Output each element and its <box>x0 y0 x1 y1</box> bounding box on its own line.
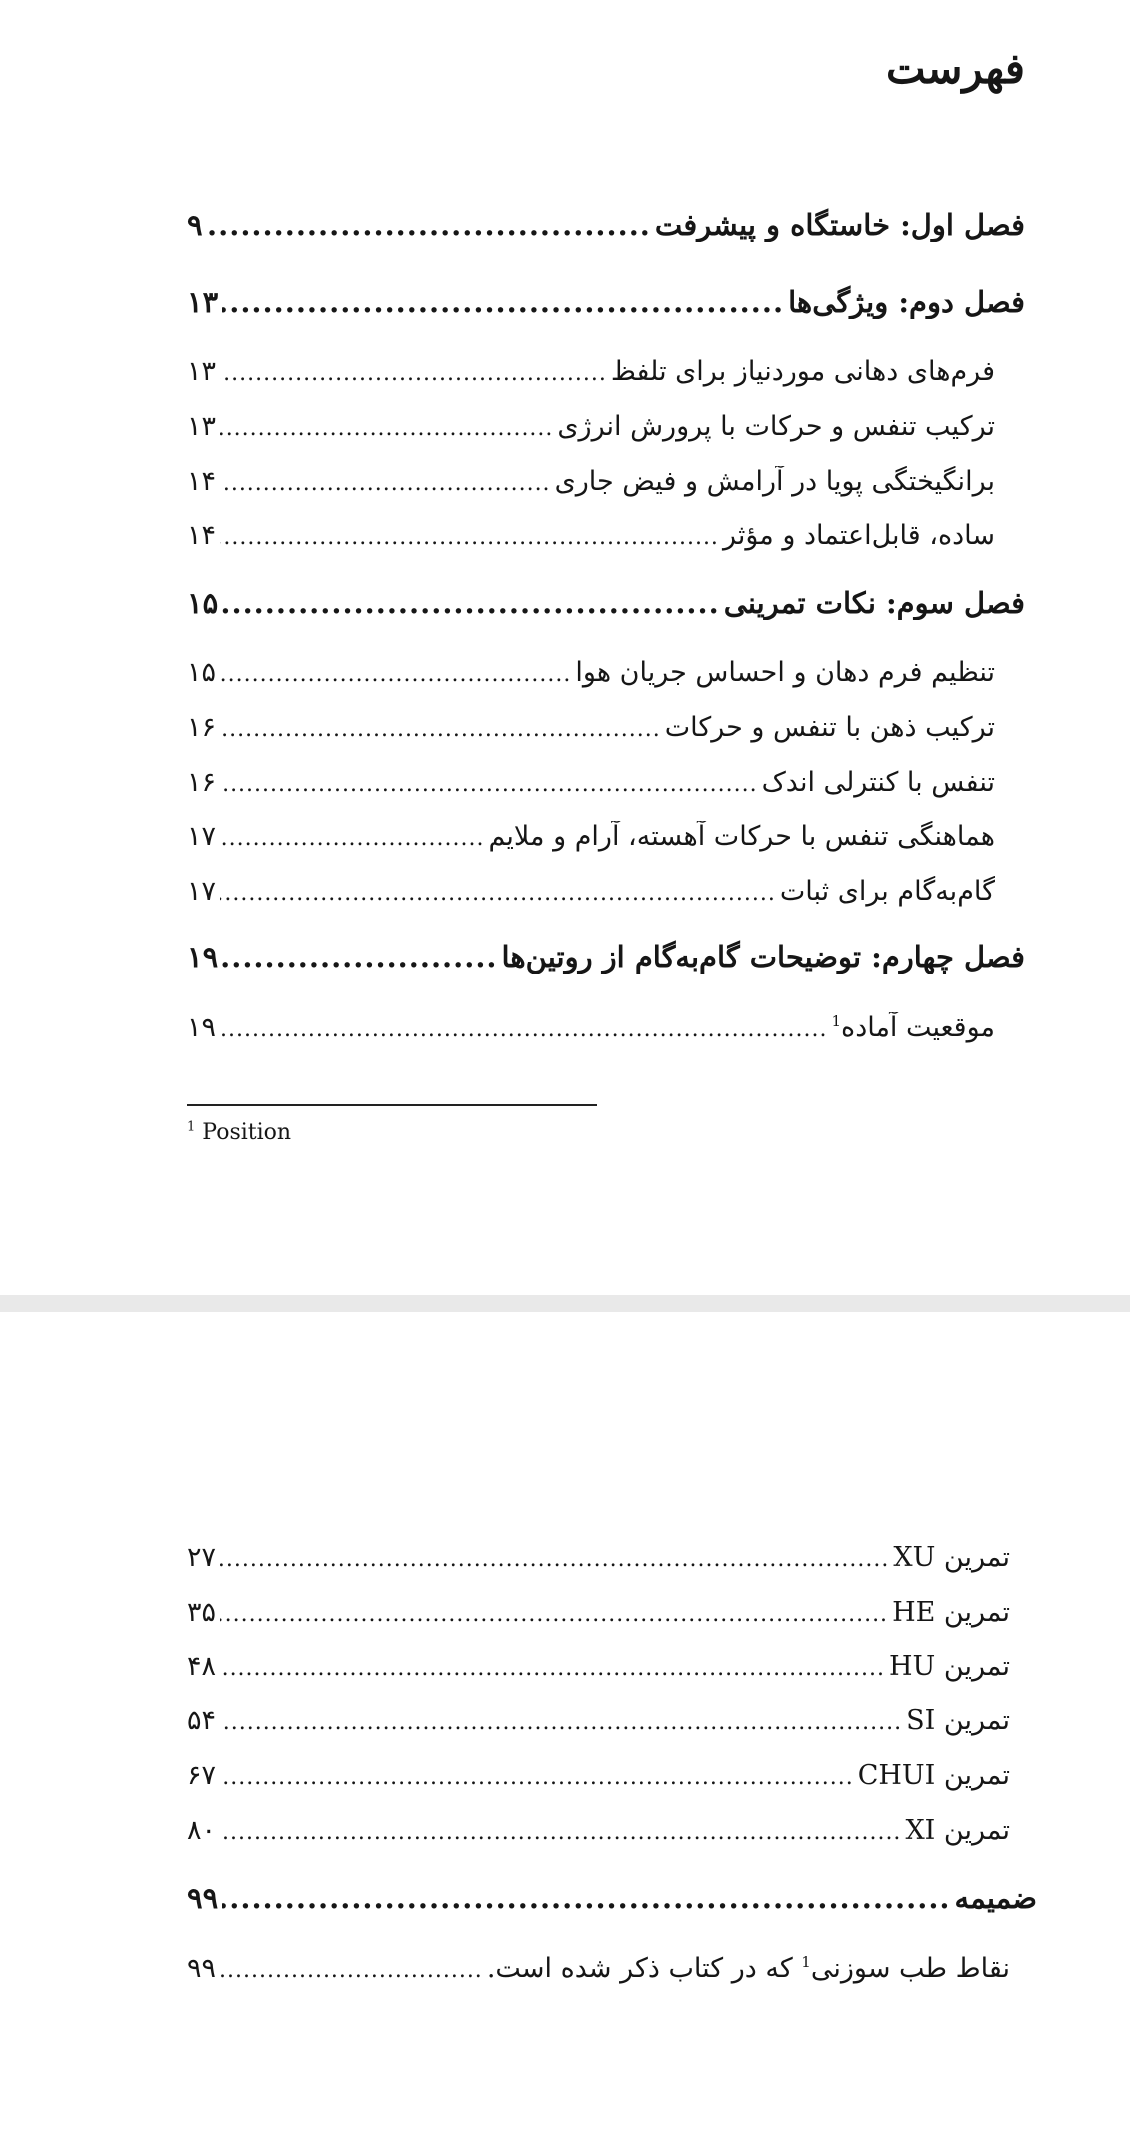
dot-leader <box>207 208 651 242</box>
toc-entry-label: تمرین SI <box>906 1705 1010 1736</box>
dot-leader <box>220 525 719 550</box>
toc-entry-label <box>832 1012 996 1043</box>
dot-leader <box>220 1958 483 1983</box>
toc-page-number: ۱۵ <box>187 657 217 688</box>
toc-section[interactable] <box>187 657 995 688</box>
dot-leader <box>220 1820 901 1845</box>
dot-leader <box>222 285 784 319</box>
dot-leader <box>220 881 776 906</box>
toc-section[interactable] <box>187 1815 1010 1846</box>
toc-entry-label: فصل سوم: نکات تمرینی <box>723 586 1025 620</box>
toc-entry-label: تمرین XI <box>905 1815 1010 1846</box>
toc-chapter-3[interactable] <box>187 586 1025 620</box>
toc-page-number: ۱۴ <box>187 520 217 551</box>
toc-section[interactable] <box>187 466 995 497</box>
toc-entry-text-continued: که در کتاب ذکر شده است. <box>486 1953 802 1984</box>
dot-leader <box>220 826 484 851</box>
dot-leader <box>222 586 720 620</box>
dot-leader <box>220 416 553 441</box>
dot-leader <box>220 662 571 687</box>
toc-entry-text: موقعیت آماده <box>841 1012 995 1043</box>
toc-section[interactable] <box>187 767 995 798</box>
toc-entry-label: هماهنگی تنفس با حرکات آهسته، آرام و ملایم <box>488 821 995 852</box>
toc-page-number: ۱۳ <box>187 356 217 387</box>
footnote <box>187 1120 291 1145</box>
toc-page-number: ۱۳ <box>187 285 219 319</box>
toc-page-number: ۱۶ <box>187 767 217 798</box>
toc-page-number: ۵۴ <box>187 1705 217 1736</box>
toc-section[interactable] <box>187 876 995 907</box>
toc-page-number: ۱۷ <box>187 821 217 852</box>
toc-section[interactable] <box>187 411 995 442</box>
dot-leader <box>220 1017 827 1042</box>
toc-page-number: ۲۷ <box>187 1542 217 1573</box>
toc-entry-label: برانگیختگی پویا در آرامش و فیض جاری <box>554 466 995 497</box>
toc-entry-label: فرم‌های دهانی موردنیاز برای تلفظ <box>610 356 995 387</box>
toc-entry-label: تنفس با کنترلی اندک <box>761 767 995 798</box>
dot-leader <box>220 772 758 797</box>
toc-section[interactable] <box>187 1597 1010 1628</box>
toc-page-number: ۶۷ <box>187 1760 217 1791</box>
dot-leader <box>222 940 497 974</box>
dot-leader <box>220 1547 889 1572</box>
toc-entry-label: ضمیمه <box>954 1881 1037 1915</box>
toc-page-2 <box>0 1312 1130 2132</box>
toc-entry-label: ترکیب تنفس و حرکات با پرورش انرژی <box>557 411 995 442</box>
dot-leader <box>220 1710 902 1735</box>
dot-leader <box>220 1602 888 1627</box>
footnote-text: Position <box>202 1120 292 1145</box>
toc-section[interactable] <box>187 1012 995 1043</box>
footnote-marker: 1 <box>801 1953 811 1971</box>
toc-page-number: ۸۰ <box>187 1815 217 1846</box>
toc-page-number: ۱۳ <box>187 411 217 442</box>
toc-chapter-1[interactable] <box>187 208 1025 242</box>
toc-entry-label: تمرین HU <box>889 1651 1010 1682</box>
toc-chapter-2[interactable] <box>187 285 1025 319</box>
toc-page-number: ۹۹ <box>187 1953 217 1984</box>
toc-page-number: ۱۷ <box>187 876 217 907</box>
dot-leader <box>220 1656 885 1681</box>
toc-section[interactable] <box>187 1542 1010 1573</box>
toc-entry-label: تمرین HE <box>892 1597 1010 1628</box>
toc-entry-label: تنظیم فرم دهان و احساس جریان هوا <box>575 657 995 688</box>
toc-entry-label: فصل چهارم: توضیحات گام‌به‌گام از روتین‌ها <box>501 940 1025 974</box>
toc-page-number: ۱۴ <box>187 466 217 497</box>
toc-entry-label <box>487 1953 1010 1984</box>
toc-entry-label: تمرین XU <box>893 1542 1010 1573</box>
dot-leader <box>220 361 607 386</box>
footnote-divider <box>187 1104 597 1106</box>
toc-entry-label: ترکیب ذهن با تنفس و حرکات <box>664 712 995 743</box>
toc-page-number: ۹۹ <box>187 1881 219 1915</box>
toc-entry-label: ساده، قابل‌اعتماد و مؤثر <box>722 520 995 551</box>
footnote-marker: 1 <box>187 1119 196 1135</box>
toc-section[interactable] <box>187 821 995 852</box>
toc-page-number: ۱۶ <box>187 712 217 743</box>
toc-page-number: ۱۹ <box>187 940 219 974</box>
page-gap <box>0 1295 1130 1312</box>
toc-page-number: ۴۸ <box>187 1651 217 1682</box>
toc-section[interactable] <box>187 356 995 387</box>
dot-leader <box>220 471 551 496</box>
dot-leader <box>220 1765 854 1790</box>
toc-page-number: ۳۵ <box>187 1597 217 1628</box>
dot-leader <box>222 1881 950 1915</box>
page-title: فهرست <box>885 44 1025 93</box>
toc-entry-label: گام‌به‌گام برای ثبات <box>779 876 995 907</box>
footnote-marker: 1 <box>831 1012 842 1030</box>
toc-section[interactable] <box>187 712 995 743</box>
toc-entry-text: نقاط طب سوزنی <box>810 1953 1010 1984</box>
toc-section[interactable] <box>187 1760 1010 1791</box>
toc-section[interactable] <box>187 1705 1010 1736</box>
toc-chapter-4[interactable] <box>187 940 1025 974</box>
toc-entry-label: تمرین CHUI <box>857 1760 1010 1791</box>
toc-section[interactable] <box>187 1651 1010 1682</box>
toc-section[interactable] <box>187 520 995 551</box>
toc-page-number: ۱۵ <box>187 586 219 620</box>
toc-page-number: ۱۹ <box>187 1012 217 1043</box>
toc-appendix[interactable] <box>187 1881 1037 1915</box>
toc-entry-label: فصل اول: خاستگاه و پیشرفت <box>654 208 1025 242</box>
toc-page-number: ۹ <box>187 208 203 242</box>
toc-entry-label: فصل دوم: ویژگی‌ها <box>788 285 1025 319</box>
toc-section[interactable] <box>187 1953 1010 1984</box>
dot-leader <box>220 717 661 742</box>
